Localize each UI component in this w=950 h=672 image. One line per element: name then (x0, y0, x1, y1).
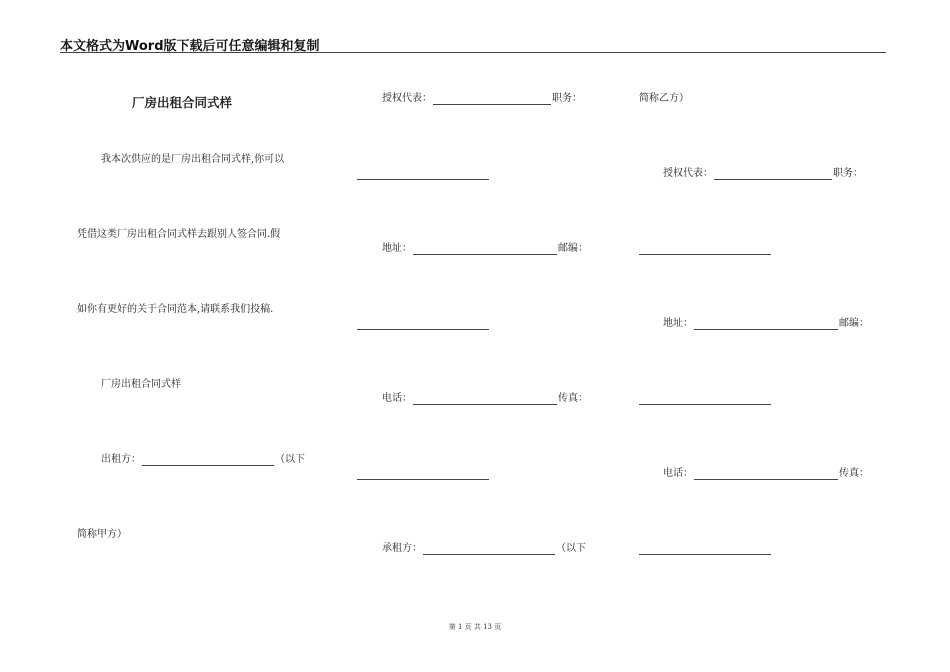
position-label: 职务： (552, 93, 582, 104)
address-blank[interactable] (694, 320, 838, 330)
postcode-blank[interactable] (639, 404, 771, 405)
lessee-line (382, 543, 586, 555)
lessee-label: 承租方： (382, 543, 422, 554)
lessee-suffix: （以下 (556, 543, 586, 554)
position-blank[interactable] (357, 179, 489, 180)
lessor-suffix: （以下 (275, 454, 305, 465)
position-blank[interactable] (639, 254, 771, 255)
column-left (0, 0, 330, 672)
subtitle: 厂房出租合同式样 (101, 379, 181, 390)
postcode-label: 邮编： (558, 243, 588, 254)
phone-blank[interactable] (413, 395, 557, 405)
lessor-line (101, 454, 305, 466)
position-label: 职务： (833, 168, 863, 179)
auth-label: 授权代表： (382, 93, 432, 104)
lessor-address-line (382, 243, 588, 255)
fax-blank[interactable] (639, 554, 771, 555)
auth-label: 授权代表： (663, 168, 713, 179)
paragraph-intro-1: 我本次供应的是厂房出租合同式样,你可以 (101, 154, 285, 165)
lessee-phone-line (663, 468, 869, 480)
postcode-label: 邮编： (839, 318, 869, 329)
address-label: 地址： (382, 243, 412, 254)
paragraph-intro-3: 如你有更好的关于合同范本,请联系我们投稿. (77, 304, 274, 315)
postcode-blank[interactable] (357, 329, 489, 330)
document-title: 厂房出租合同式样 (132, 95, 233, 110)
lessee-address-line (663, 318, 869, 330)
lessee-auth-line (663, 168, 863, 180)
auth-blank[interactable] (714, 170, 832, 180)
lessee-note: 简称乙方） (639, 93, 689, 104)
lessor-label: 出租方： (101, 454, 141, 465)
column-middle (355, 0, 625, 672)
lessor-blank[interactable] (142, 456, 274, 466)
paragraph-intro-2: 凭借这类厂房出租合同式样去跟别人签合同.假 (77, 229, 281, 240)
column-right (630, 0, 930, 672)
lessor-note: 简称甲方） (77, 529, 127, 540)
phone-blank[interactable] (694, 470, 838, 480)
fax-label: 传真： (839, 468, 869, 479)
header-text: 本文格式为Word版下载后可任意编辑和复制 (60, 39, 320, 54)
auth-blank[interactable] (433, 95, 551, 105)
lessor-phone-line (382, 393, 588, 405)
address-label: 地址： (663, 318, 693, 329)
phone-label: 电话： (382, 393, 412, 404)
fax-label: 传真： (558, 393, 588, 404)
lessee-blank[interactable] (423, 545, 555, 555)
phone-label: 电话： (663, 468, 693, 479)
lessor-auth-line (382, 93, 582, 105)
page-footer: 第 1 页 共 13 页 (448, 623, 502, 631)
fax-blank[interactable] (357, 479, 489, 480)
address-blank[interactable] (413, 245, 557, 255)
